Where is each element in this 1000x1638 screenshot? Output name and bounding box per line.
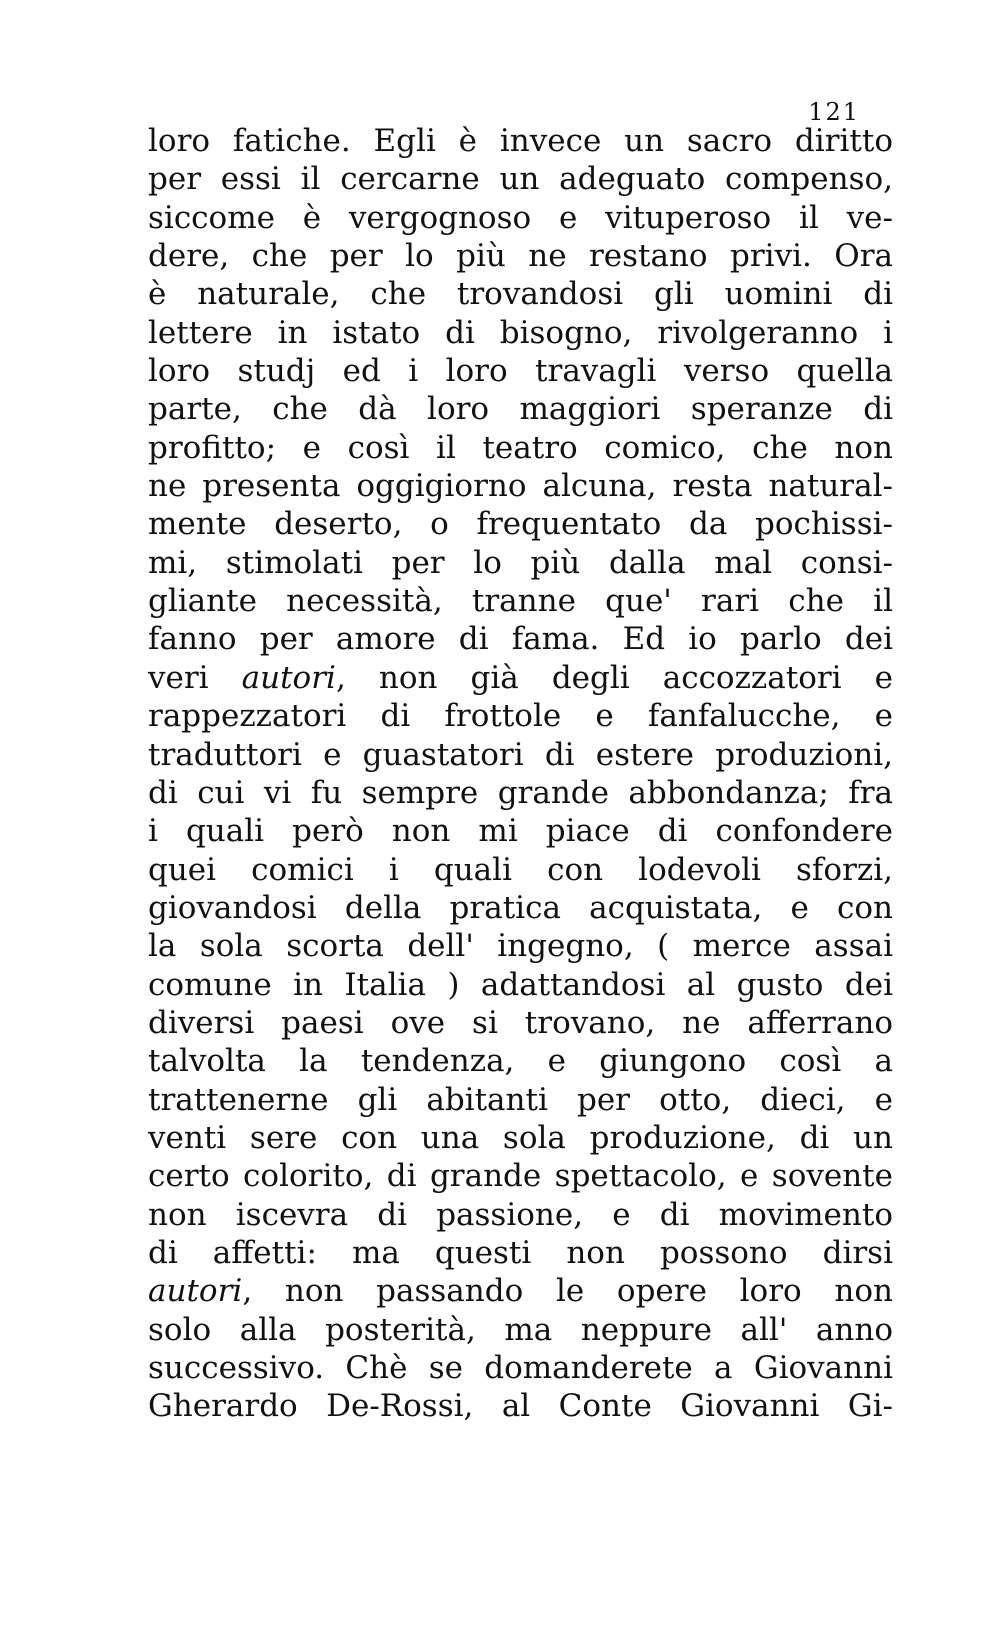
text-line xyxy=(148,1349,893,1387)
text-line xyxy=(148,1004,893,1042)
text-segment: quei comici i quali con lodevoli sforzi, xyxy=(148,851,893,888)
text-line xyxy=(148,1272,893,1310)
text-line xyxy=(148,812,893,850)
text-segment: trattenerne gli abitanti per otto, dieci, e xyxy=(148,1081,893,1118)
text-segment: mente deserto, o frequentato da pochissi- xyxy=(148,506,893,543)
text-line xyxy=(148,966,893,1004)
text-segment: parte, che dà loro maggiori speranze di xyxy=(148,391,893,428)
text-line xyxy=(148,1387,893,1425)
text-segment: giovandosi della pratica acquistata, e con xyxy=(148,889,893,926)
text-line xyxy=(148,1234,893,1272)
text-segment: traduttori e guastatori di estere produzioni, xyxy=(148,736,893,773)
text-segment: comune in Italia ) adattandosi al gusto dei xyxy=(148,966,893,1003)
text-segment: di affetti: ma questi non possono dirsi xyxy=(148,1234,893,1271)
text-line xyxy=(148,659,893,697)
page-number: 121 xyxy=(808,98,860,126)
text-segment: non iscevra di passione, e di movimento xyxy=(148,1196,893,1233)
text-segment: la sola scorta dell' ingegno, ( merce assai xyxy=(148,928,893,965)
italic-word: autori xyxy=(148,1273,243,1310)
text-line xyxy=(148,314,893,352)
text-segment: per essi il cercarne un adeguato compenso, xyxy=(148,161,893,198)
text-line xyxy=(148,889,893,927)
text-line xyxy=(148,1081,893,1119)
text-segment: ne presenta oggigiorno alcuna, resta natural- xyxy=(148,468,893,505)
text-line xyxy=(148,390,893,428)
text-line xyxy=(148,237,893,275)
text-segment: dere, che per lo più ne restano privi. Ora xyxy=(148,238,893,275)
text-segment: diversi paesi ove si trovano, ne afferrano xyxy=(148,1004,893,1041)
text-line xyxy=(148,697,893,735)
text-segment: talvolta la tendenza, e giungono così a xyxy=(148,1043,893,1080)
text-segment: veri xyxy=(148,659,242,696)
text-segment: , non passando le opere loro non xyxy=(242,1273,893,1310)
text-line xyxy=(148,927,893,965)
text-segment: mi, stimolati per lo più dalla mal consi- xyxy=(148,544,893,581)
body-text xyxy=(148,122,893,1426)
text-line xyxy=(148,352,893,390)
text-segment: i quali però non mi piace di confondere xyxy=(148,813,893,850)
text-segment: successivo. Chè se domanderete a Giovanni xyxy=(148,1350,893,1386)
text-line xyxy=(148,736,893,774)
text-segment: loro fatiche. Egli è invece un sacro diritto xyxy=(148,123,893,159)
text-segment: , non già degli accozzatori e xyxy=(335,659,893,696)
text-line xyxy=(148,429,893,467)
text-segment: venti sere con una sola produzione, di un xyxy=(148,1119,893,1156)
text-line xyxy=(148,851,893,889)
text-segment: solo alla posterità, ma neppure all' anno xyxy=(148,1311,893,1348)
italic-word: autori xyxy=(241,659,336,696)
text-segment: loro studj ed i loro travagli verso quella xyxy=(148,353,893,390)
text-segment: rappezzatori di frottole e fanfalucche, e xyxy=(148,698,893,735)
text-segment: certo colorito, di grande spettacolo, e sovente xyxy=(148,1158,893,1195)
text-segment: è naturale, che trovandosi gli uomini di xyxy=(148,276,893,313)
text-segment: gliante necessità, tranne que' rari che il xyxy=(148,583,893,620)
text-segment: siccome è vergognoso e vituperoso il ve- xyxy=(148,199,893,236)
text-line xyxy=(148,1196,893,1234)
text-segment: Gherardo De-Rossi, al Conte Giovanni Gi- xyxy=(148,1388,893,1425)
text-segment: fanno per amore di fama. Ed io parlo dei xyxy=(148,621,893,658)
text-line xyxy=(148,467,893,505)
text-segment: di cui vi fu sempre grande abbondanza; fra xyxy=(148,774,893,811)
text-line xyxy=(148,505,893,543)
text-line xyxy=(148,544,893,582)
text-line xyxy=(148,199,893,237)
text-line xyxy=(148,275,893,313)
text-line xyxy=(148,1157,893,1195)
text-line xyxy=(148,160,893,198)
text-line xyxy=(148,582,893,620)
text-segment: profitto; e così il teatro comico, che non xyxy=(148,429,893,466)
text-line xyxy=(148,620,893,658)
text-line xyxy=(148,1311,893,1349)
text-line xyxy=(148,1042,893,1080)
text-line xyxy=(148,1119,893,1157)
text-line xyxy=(148,122,893,160)
text-segment: lettere in istato di bisogno, rivolgeranno i xyxy=(148,314,893,351)
text-line xyxy=(148,774,893,812)
